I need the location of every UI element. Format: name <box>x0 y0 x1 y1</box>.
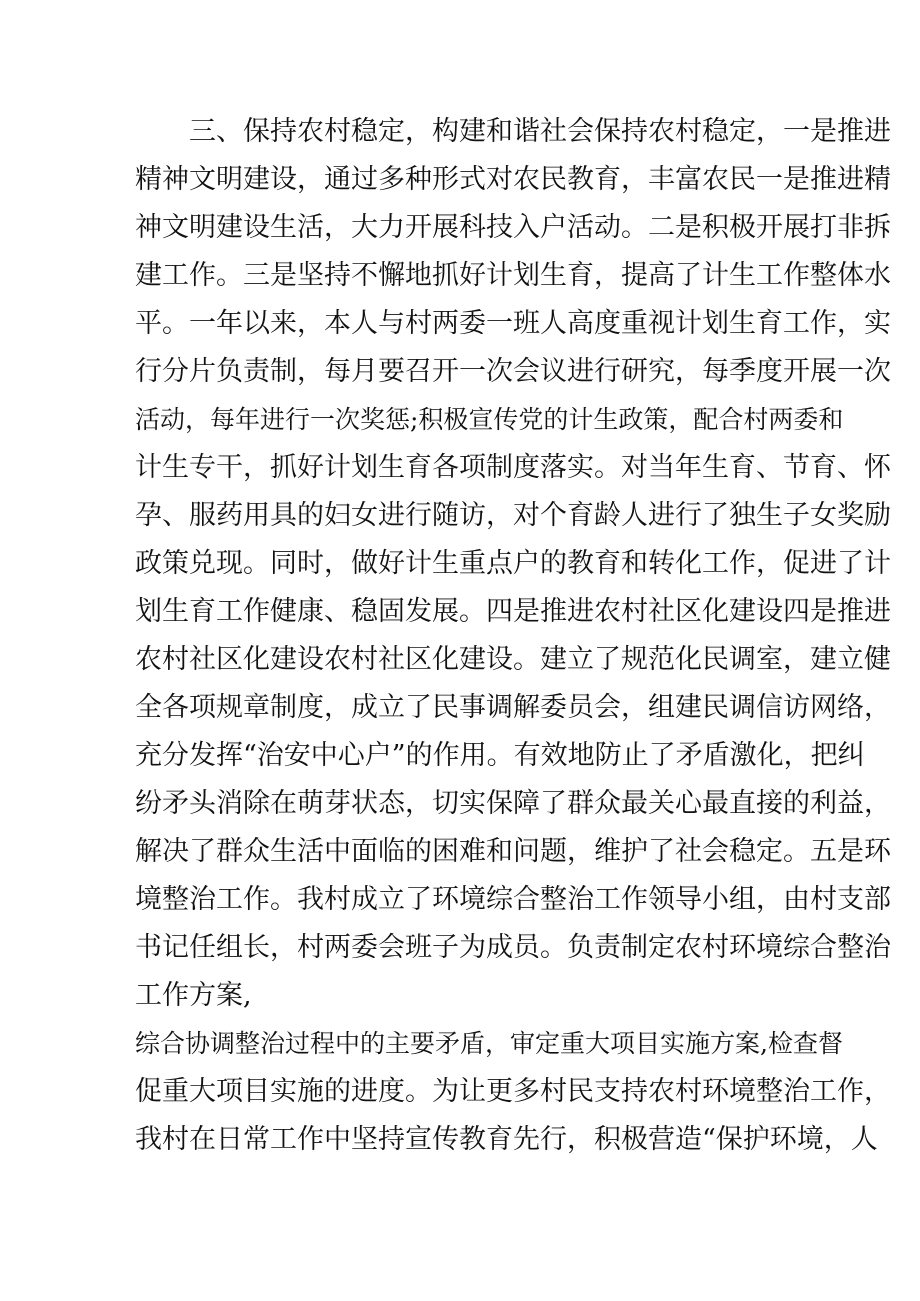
text-line: 综合协调整治过程中的主要矛盾，审定重大项目实施方案,检查督 <box>135 1029 843 1058</box>
text-line: 纷矛头消除在萌芽状态，切实保障了群众最关心最直接的利益， <box>135 788 891 819</box>
text-line: 精神文明建设，通过多种形式对农民教育，丰富农民一是推进精 <box>135 164 891 195</box>
text-line: 全各项规章制度，成立了民事调解委员会，组建民调信访网络， <box>135 692 891 723</box>
text-line: 促重大项目实施的进度。为让更多村民支持农村环境整治工作， <box>135 1076 891 1107</box>
text-line: 解决了群众生活中面临的困难和问题，维护了社会稳定。五是环 <box>135 836 891 867</box>
text-line: 农村社区化建设农村社区化建设。建立了规范化民调室，建立健 <box>135 644 891 675</box>
text-line: 境整治工作。我村成立了环境综合整治工作领导小组，由村支部 <box>135 884 891 915</box>
text-line: 三、保持农村稳定，构建和谐社会保持农村稳定，一是推进 <box>189 116 891 147</box>
text-line: 工作方案, <box>135 980 252 1011</box>
text-line: 神文明建设生活，大力开展科技入户活动。二是积极开展打非拆 <box>135 212 891 243</box>
text-line: 我村在日常工作中坚持宣传教育先行，积极营造“保护环境，人 <box>135 1124 878 1155</box>
text-line: 孕、服药用具的妇女进行随访，对个育龄人进行了独生子女奖励 <box>135 500 891 531</box>
text-line: 划生育工作健康、稳固发展。四是推进农村社区化建设四是推进 <box>135 596 891 627</box>
text-line: 书记任组长，村两委会班子为成员。负责制定农村环境综合整治 <box>135 932 891 963</box>
text-line: 平。一年以来，本人与村两委一班人高度重视计划生育工作，实 <box>135 308 891 339</box>
text-line: 计生专干，抓好计划生育各项制度落实。对当年生育、节育、怀 <box>135 452 891 483</box>
text-line: 行分片负责制，每月要召开一次会议进行研究，每季度开展一次 <box>135 356 891 387</box>
text-line: 活动，每年进行一次奖惩;积极宣传党的计生政策，配合村两委和 <box>135 405 844 434</box>
document-body <box>135 108 891 1164</box>
text-line: 政策兑现。同时，做好计生重点户的教育和转化工作，促进了计 <box>135 548 891 579</box>
text-line: 建工作。三是坚持不懈地抓好计划生育，提高了计生工作整体水 <box>135 260 891 291</box>
text-line: 充分发挥“治安中心户”的作用。有效地防止了矛盾激化，把纠 <box>135 740 865 771</box>
